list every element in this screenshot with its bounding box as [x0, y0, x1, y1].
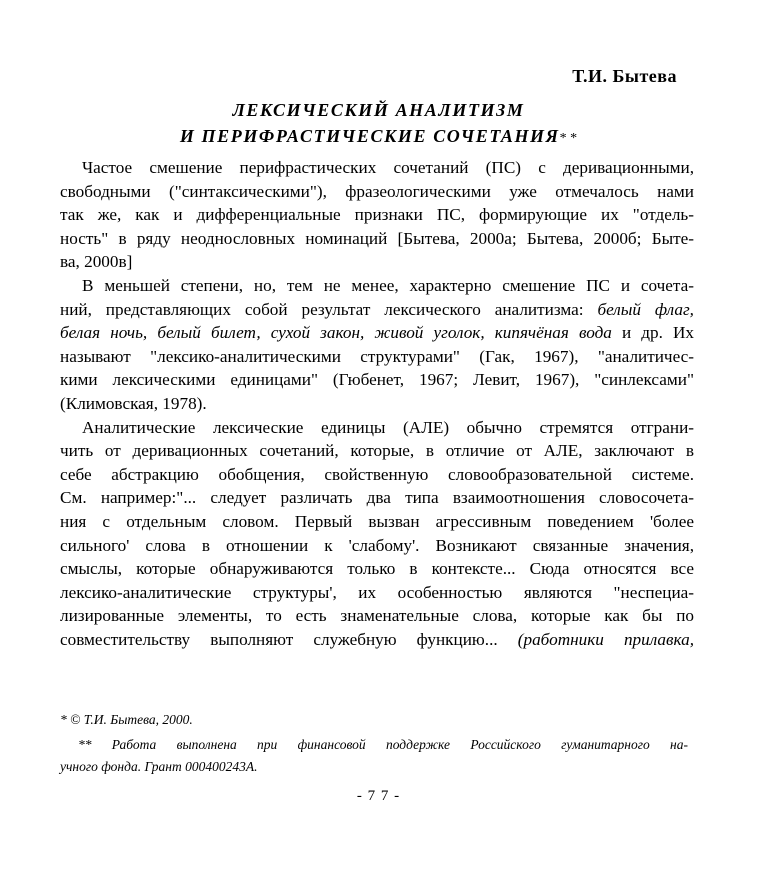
footnote-marks: * * — [559, 131, 578, 146]
text-line: кими лексическими единицами" (Гюбенет, 1967; Левит, 1967), "синлексами" — [60, 370, 694, 390]
article-title-line-2: И ПЕРИФРАСТИЧЕСКИЕ СОЧЕТАНИЯ* * — [179, 126, 578, 146]
text-line: совместительству выполняют служебную функцию... (работники прилавка, — [60, 629, 694, 649]
article-title-line-1: ЛЕКСИЧЕСКИЙ АНАЛИТИЗМ — [232, 100, 525, 120]
text-line: ность" в ряду неоднословных номинаций [Бытева, 2000а; Бытева, 2000б; Быте- — [60, 228, 694, 248]
text-line: (Климовская, 1978). — [60, 393, 207, 413]
text-line: сильного' слова в отношении к 'слабому'. Возникают связанные значения, — [60, 535, 694, 555]
text-line: Частое смешение перифрастических сочетаний (ПС) с деривационными, — [82, 158, 694, 177]
text-line: так же, как и дифференциальные признаки ПС, формирующие их "отдель- — [60, 205, 694, 225]
footnote-funding-cont: учного фонда. Грант 000400243А. — [60, 759, 258, 774]
author-name: Т.И. Бытева — [572, 66, 677, 86]
text-line: Аналитические лексические единицы (АЛЕ) обычно стремятся отграни- — [82, 417, 694, 437]
text-line: белая ночь, белый билет, сухой закон, живой уголок, кипячёная вода и др. Их — [60, 323, 694, 343]
text-line: ния с отдельным словом. Первый вызван агрессивным поведением 'более — [60, 511, 694, 531]
text-line: смыслы, которые обнаруживаются только в контексте... Сюда относятся все — [60, 559, 694, 579]
italic-example: (работники прилавка, — [517, 629, 694, 649]
text-line: ний, представляющих собой результат лексического аналитизма: белый флаг, — [60, 299, 694, 319]
text-line: свободными ("синтаксическими"), фразеологическими уже отмечалось нами — [60, 181, 694, 201]
text-line: себе абстракцию обобщения, свойственную словообразовательной системе. — [60, 464, 694, 484]
text-line: лексико-аналитические структуры', их особенностью являются "неспециа- — [60, 582, 694, 602]
footnote-funding: ** Работа выполнена при финансовой поддержке Российского гуманитарного на- — [78, 737, 688, 752]
text-line: называют "лексико-аналитическими структурами" (Гак, 1967), "аналитичес- — [60, 346, 694, 366]
text-line: В меньшей степени, но, тем не менее, характерно смешение ПС и сочета- — [82, 275, 694, 295]
text-line: чить от деривационных сочетаний, которые, в отличие от АЛЕ, заключают в — [60, 441, 694, 461]
article-body — [60, 156, 694, 651]
italic-example: белая ночь, белый билет, сухой закон, живой уголок, кипячёная вода — [60, 323, 612, 343]
text-line: лизированные элементы, то есть знаменательные слова, которые как бы по — [60, 606, 694, 626]
text-line: См. например:"... следует различать два типа взаимоотношения словосочета- — [60, 488, 694, 508]
text-line: ва, 2000в] — [60, 252, 133, 272]
footnote-copyright: * © Т.И. Бытева, 2000. — [60, 712, 193, 727]
italic-example: белый флаг, — [597, 299, 694, 319]
page-number: - 7 7 - — [356, 788, 401, 804]
